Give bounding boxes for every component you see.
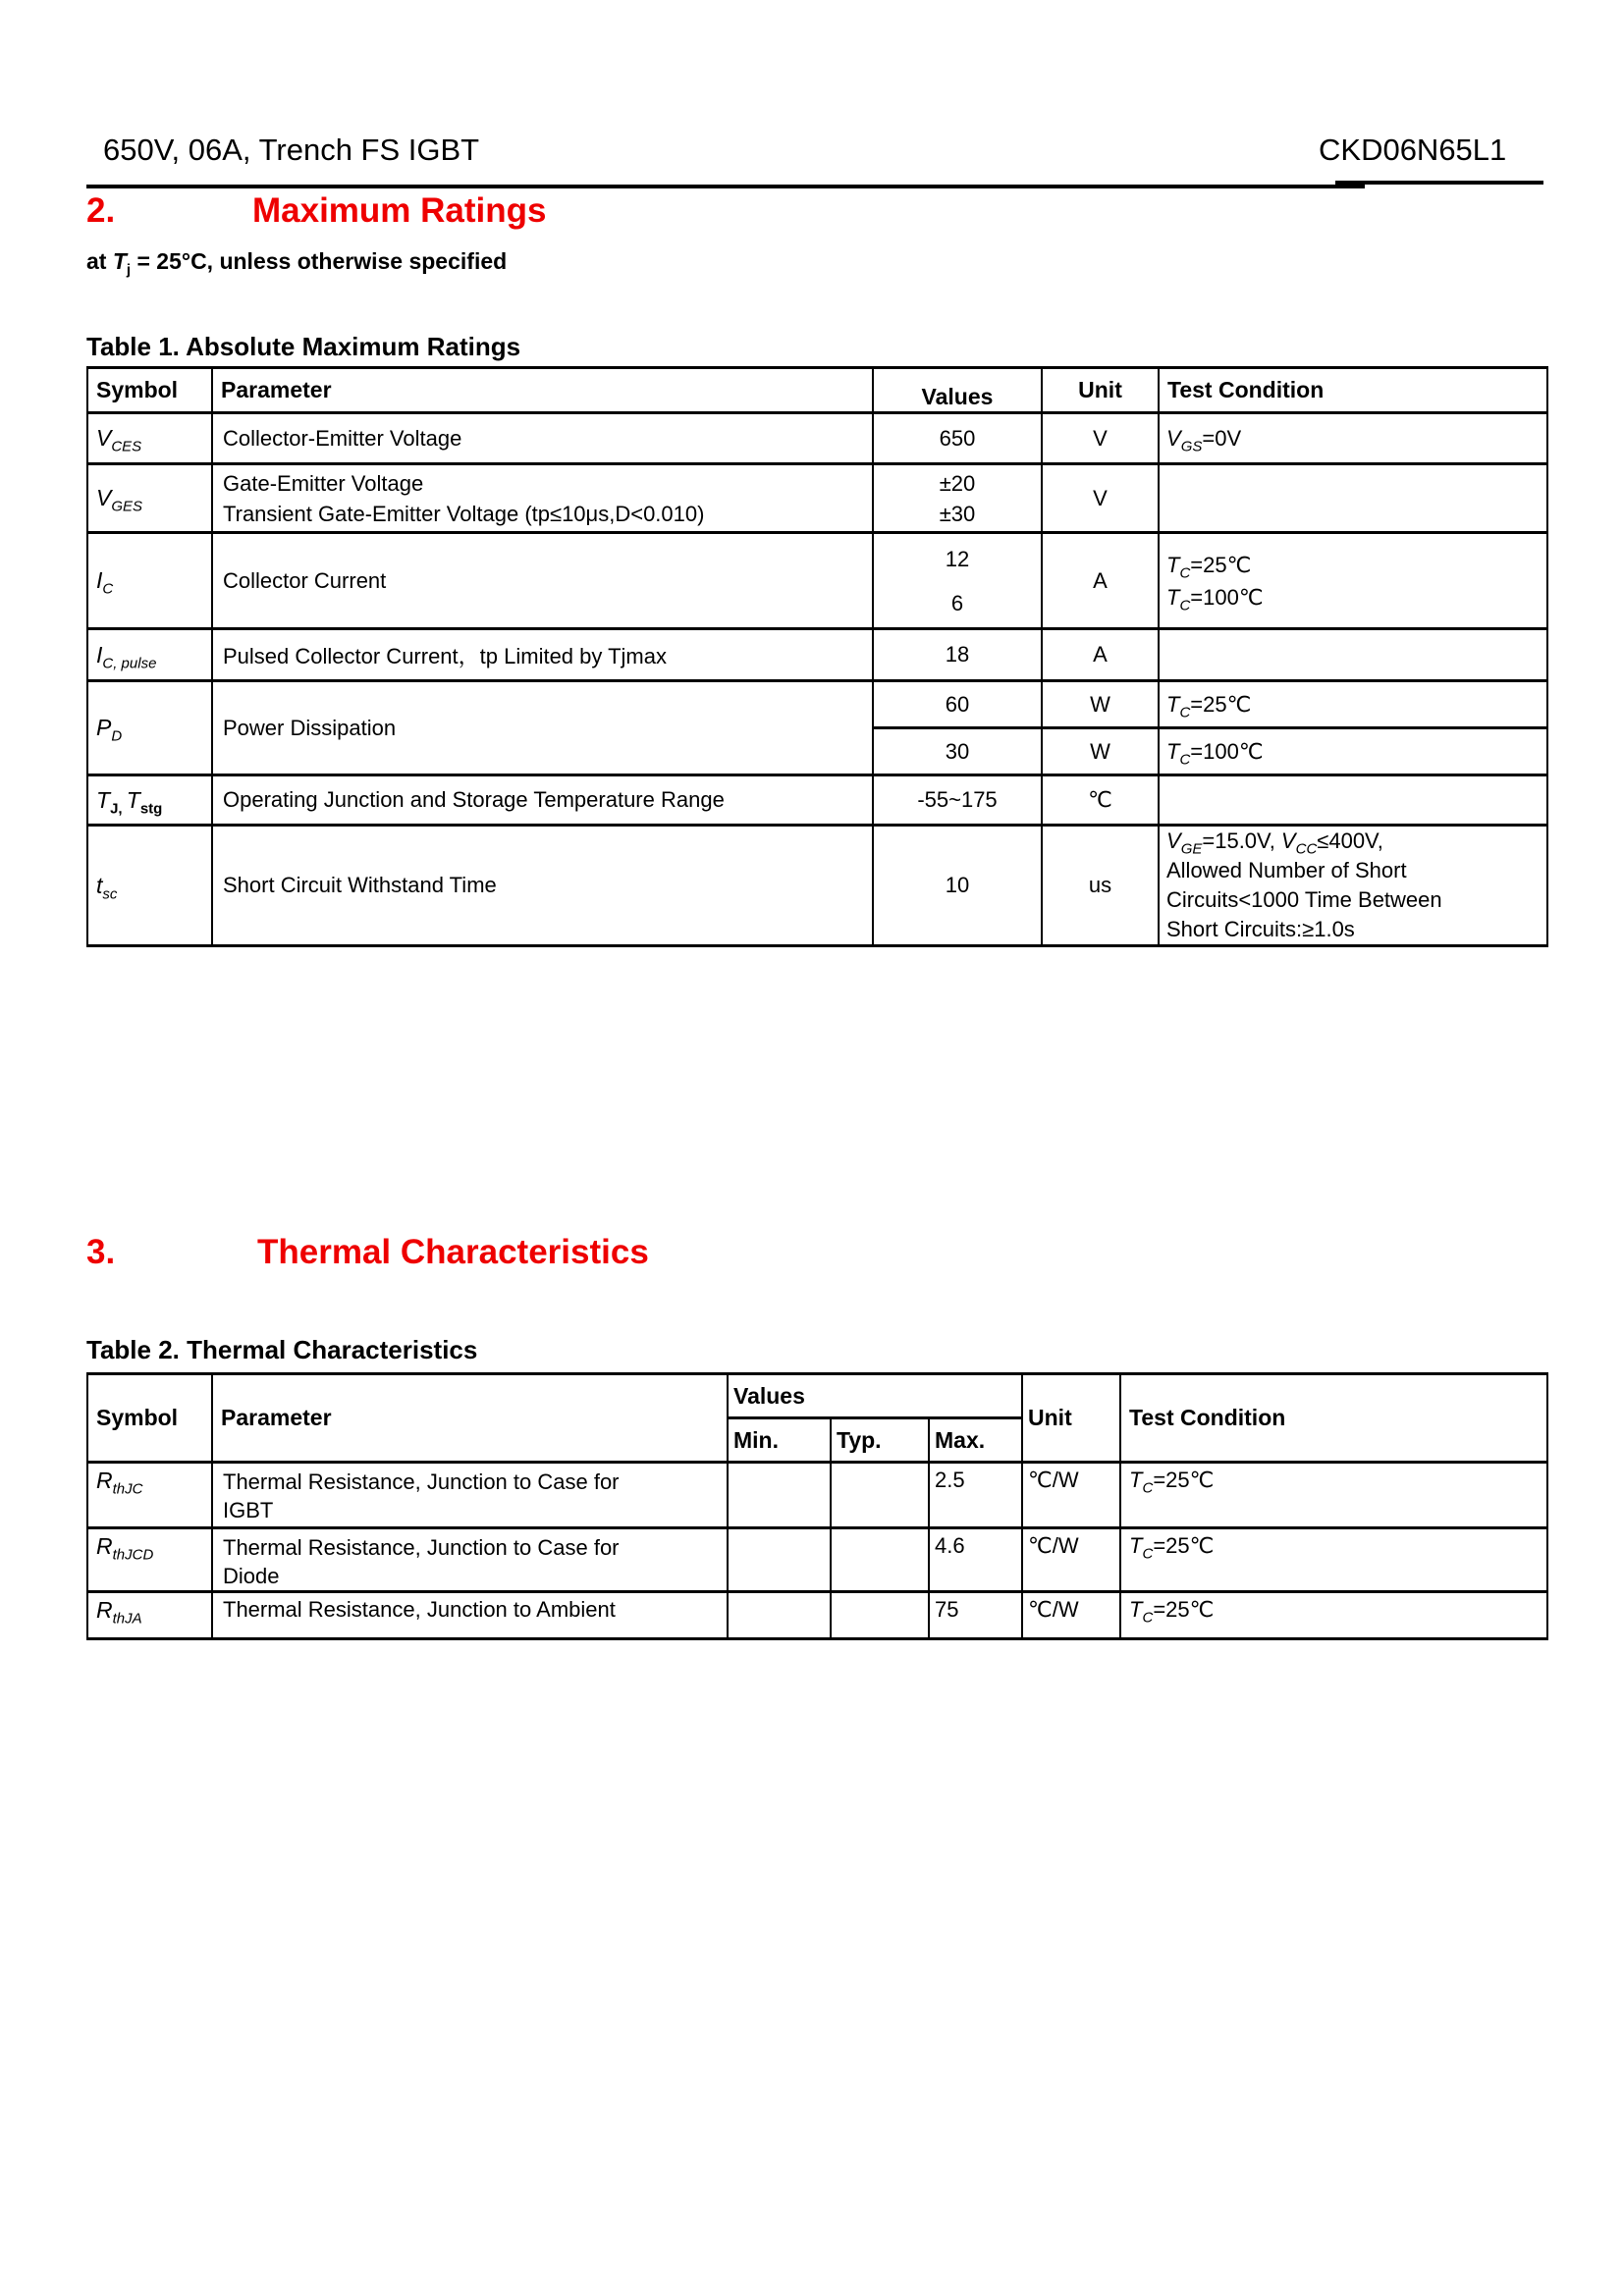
table-header-row (87, 1374, 1547, 1418)
parameter-line: Transient Gate-Emitter Voltage (tp≤10μs,D<0.010) (223, 501, 705, 526)
condition-subscript: CC (1295, 840, 1318, 858)
values-cell: 30 (873, 728, 1042, 775)
parameter-cell (212, 464, 873, 533)
symbol-cell (87, 1528, 212, 1592)
symbol-cell (87, 1592, 212, 1639)
table-row-rthjc (87, 1463, 1547, 1528)
condition-symbol: V (1166, 828, 1181, 853)
symbol-base: V (96, 485, 112, 510)
symbol-cell (87, 681, 212, 775)
subtitle-pre: at (86, 248, 113, 274)
typ-cell (831, 1592, 929, 1639)
symbol-subscript: D (111, 727, 123, 745)
table-1-caption: Table 1. Absolute Maximum Ratings (86, 332, 521, 361)
value-line: ±20 (939, 470, 976, 496)
max-cell: 4.6 (929, 1528, 1022, 1592)
test-condition-cell (1159, 413, 1547, 464)
symbol-subscript: stg (139, 800, 163, 818)
condition-subscript: GE (1180, 840, 1203, 858)
condition-line: Circuits<1000 Time Between (1166, 887, 1442, 912)
table-row-ic-pulse (87, 629, 1547, 681)
unit-header: Unit (1042, 368, 1159, 413)
parameter-header: Parameter (212, 368, 873, 413)
max-cell: 75 (929, 1592, 1022, 1639)
min-cell (728, 1463, 831, 1528)
min-cell (728, 1592, 831, 1639)
condition-symbol: T (1166, 584, 1180, 610)
subtitle-symbol: T (112, 248, 127, 274)
typ-cell (831, 1463, 929, 1528)
condition-line: Allowed Number of Short (1166, 858, 1407, 882)
parameter-cell: Pulsed Collector Current，tp Limited by Tjmax (212, 629, 873, 681)
test-condition-header: Test Condition (1159, 368, 1547, 413)
symbol-subscript: J, (110, 800, 127, 818)
table-row-vces (87, 413, 1547, 464)
thermal-characteristics-table (86, 1372, 1548, 1640)
page-header-left: 650V, 06A, Trench FS IGBT (103, 133, 480, 167)
symbol-subscript: CES (111, 438, 142, 455)
section-3-number: 3. (86, 1233, 116, 1271)
condition-subscript: C (1179, 596, 1191, 614)
parameter-line: IGBT (223, 1498, 274, 1522)
parameter-cell (212, 1528, 728, 1592)
unit-cell: V (1042, 464, 1159, 533)
symbol-cell (87, 413, 212, 464)
symbol-base: T (126, 786, 140, 813)
unit-cell: A (1042, 533, 1159, 629)
test-condition-cell (1120, 1592, 1547, 1639)
table-2-caption: Table 2. Thermal Characteristics (86, 1335, 478, 1364)
parameter-header: Parameter (212, 1374, 728, 1463)
parameter-line: Thermal Resistance, Junction to Case for (223, 1469, 620, 1494)
condition-subscript: GS (1180, 437, 1203, 454)
test-condition-cell (1159, 775, 1547, 826)
table-row-tsc (87, 826, 1547, 946)
symbol-base: R (96, 1597, 113, 1623)
values-header-label: Values (921, 384, 994, 409)
parameter-cell: Short Circuit Withstand Time (212, 826, 873, 946)
symbol-cell (87, 826, 212, 946)
unit-cell: ℃/W (1022, 1592, 1120, 1639)
condition-text: =25℃ (1153, 1597, 1215, 1622)
unit-cell: ℃ (1042, 775, 1159, 826)
parameter-line: Thermal Resistance, Junction to Case for (223, 1535, 620, 1560)
symbol-cell (87, 775, 212, 826)
unit-cell: us (1042, 826, 1159, 946)
value-line: 6 (950, 590, 964, 615)
table-row-vges (87, 464, 1547, 533)
symbol-subscript: sc (102, 885, 118, 903)
parameter-cell: Collector-Emitter Voltage (212, 413, 873, 464)
condition-symbol: T (1166, 738, 1180, 764)
value-line: ±30 (939, 501, 976, 526)
test-condition-cell (1159, 826, 1547, 946)
symbol-base: T (96, 786, 111, 813)
conditions-subtitle (86, 247, 508, 279)
symbol-base: R (96, 1533, 113, 1559)
condition-symbol: T (1166, 552, 1180, 577)
values-cell (873, 533, 1042, 629)
symbol-cell (87, 629, 212, 681)
test-condition-cell (1120, 1463, 1547, 1528)
condition-text: =100℃ (1190, 584, 1264, 610)
condition-line (1166, 549, 1546, 581)
condition-text: =25℃ (1190, 691, 1252, 717)
symbol-subscript: GES (111, 498, 143, 515)
table-row-rthja (87, 1592, 1547, 1639)
condition-symbol: T (1129, 1597, 1143, 1622)
condition-text: =25℃ (1153, 1533, 1215, 1558)
symbol-base: V (96, 425, 112, 451)
test-condition-cell (1159, 728, 1547, 775)
condition-subscript: C (1179, 703, 1191, 721)
max-header: Max. (929, 1418, 1022, 1463)
page-header-right: CKD06N65L1 (1319, 133, 1507, 167)
symbol-header: Symbol (87, 368, 212, 413)
condition-symbol: T (1129, 1468, 1143, 1492)
subtitle-subscript: j (126, 261, 132, 279)
value-line: 12 (945, 546, 970, 571)
typ-cell (831, 1528, 929, 1592)
symbol-cell (87, 1463, 212, 1528)
unit-cell: ℃/W (1022, 1463, 1120, 1528)
values-header (873, 368, 1042, 413)
condition-text: =0V (1202, 425, 1242, 451)
header-rule (86, 185, 1365, 188)
condition-text: =25℃ (1153, 1468, 1215, 1492)
parameter-cell: Collector Current (212, 533, 873, 629)
table-row-tj-tstg (87, 775, 1547, 826)
condition-subscript: C (1142, 1545, 1154, 1563)
condition-line: Short Circuits:≥1.0s (1166, 917, 1355, 941)
subtitle-post: = 25°C, unless otherwise specified (131, 248, 508, 274)
min-cell (728, 1528, 831, 1592)
values-cell: -55~175 (873, 775, 1042, 826)
condition-symbol: V (1280, 828, 1296, 853)
section-3-title: Thermal Characteristics (257, 1233, 649, 1271)
symbol-subscript: thJA (112, 1610, 142, 1628)
symbol-base: t (96, 872, 103, 898)
test-condition-header: Test Condition (1120, 1374, 1547, 1463)
min-header: Min. (728, 1418, 831, 1463)
table-row-pd-1 (87, 681, 1547, 728)
unit-cell: ℃/W (1022, 1528, 1120, 1592)
parameter-cell: Power Dissipation (212, 681, 873, 775)
values-cell: 650 (873, 413, 1042, 464)
table-row-rthjcd (87, 1528, 1547, 1592)
unit-cell: V (1042, 413, 1159, 464)
condition-text: =15.0V, (1202, 828, 1281, 853)
condition-line (1166, 581, 1546, 614)
values-cell (873, 464, 1042, 533)
values-header: Values (728, 1374, 1022, 1418)
symbol-header: Symbol (87, 1374, 212, 1463)
condition-symbol: V (1166, 425, 1181, 451)
symbol-base: R (96, 1468, 113, 1493)
header-rule-segment (1335, 181, 1543, 185)
parameter-cell (212, 1463, 728, 1528)
table-row-ic (87, 533, 1547, 629)
values-cell: 18 (873, 629, 1042, 681)
test-condition-cell (1159, 464, 1547, 533)
typ-header: Typ. (831, 1418, 929, 1463)
condition-subscript: C (1179, 750, 1191, 768)
parameter-line: Diode (223, 1564, 280, 1588)
unit-cell: W (1042, 681, 1159, 728)
condition-subscript: C (1179, 563, 1191, 581)
test-condition-cell (1159, 533, 1547, 629)
section-2-title: Maximum Ratings (252, 191, 547, 230)
symbol-subscript: thJC (112, 1480, 143, 1498)
test-condition-cell (1159, 681, 1547, 728)
section-2-number: 2. (86, 191, 116, 230)
symbol-base: I (96, 641, 103, 667)
max-cell: 2.5 (929, 1463, 1022, 1528)
unit-cell: W (1042, 728, 1159, 775)
symbol-subscript: thJCD (112, 1546, 154, 1564)
parameter-line: Gate-Emitter Voltage (223, 470, 424, 496)
symbol-base: I (96, 567, 103, 593)
parameter-cell: Operating Junction and Storage Temperature Range (212, 775, 873, 826)
table-header-row (87, 368, 1547, 413)
symbol-cell (87, 464, 212, 533)
symbol-subscript: C (102, 580, 114, 598)
values-cell: 60 (873, 681, 1042, 728)
symbol-base: P (96, 715, 112, 740)
condition-text: =100℃ (1190, 738, 1264, 764)
condition-line (1166, 827, 1546, 856)
condition-text: =25℃ (1190, 552, 1252, 577)
parameter-cell: Thermal Resistance, Junction to Ambient (212, 1592, 728, 1639)
absolute-maximum-ratings-table (86, 366, 1548, 947)
symbol-cell (87, 533, 212, 629)
unit-header: Unit (1022, 1374, 1120, 1463)
condition-text: ≤400V, (1317, 828, 1383, 853)
condition-subscript: C (1142, 1609, 1154, 1627)
test-condition-cell (1120, 1528, 1547, 1592)
test-condition-cell (1159, 629, 1547, 681)
condition-subscript: C (1142, 1479, 1154, 1497)
values-cell: 10 (873, 826, 1042, 946)
condition-symbol: T (1129, 1533, 1143, 1558)
unit-cell: A (1042, 629, 1159, 681)
condition-symbol: T (1166, 691, 1180, 717)
symbol-subscript: C, pulse (102, 655, 157, 672)
